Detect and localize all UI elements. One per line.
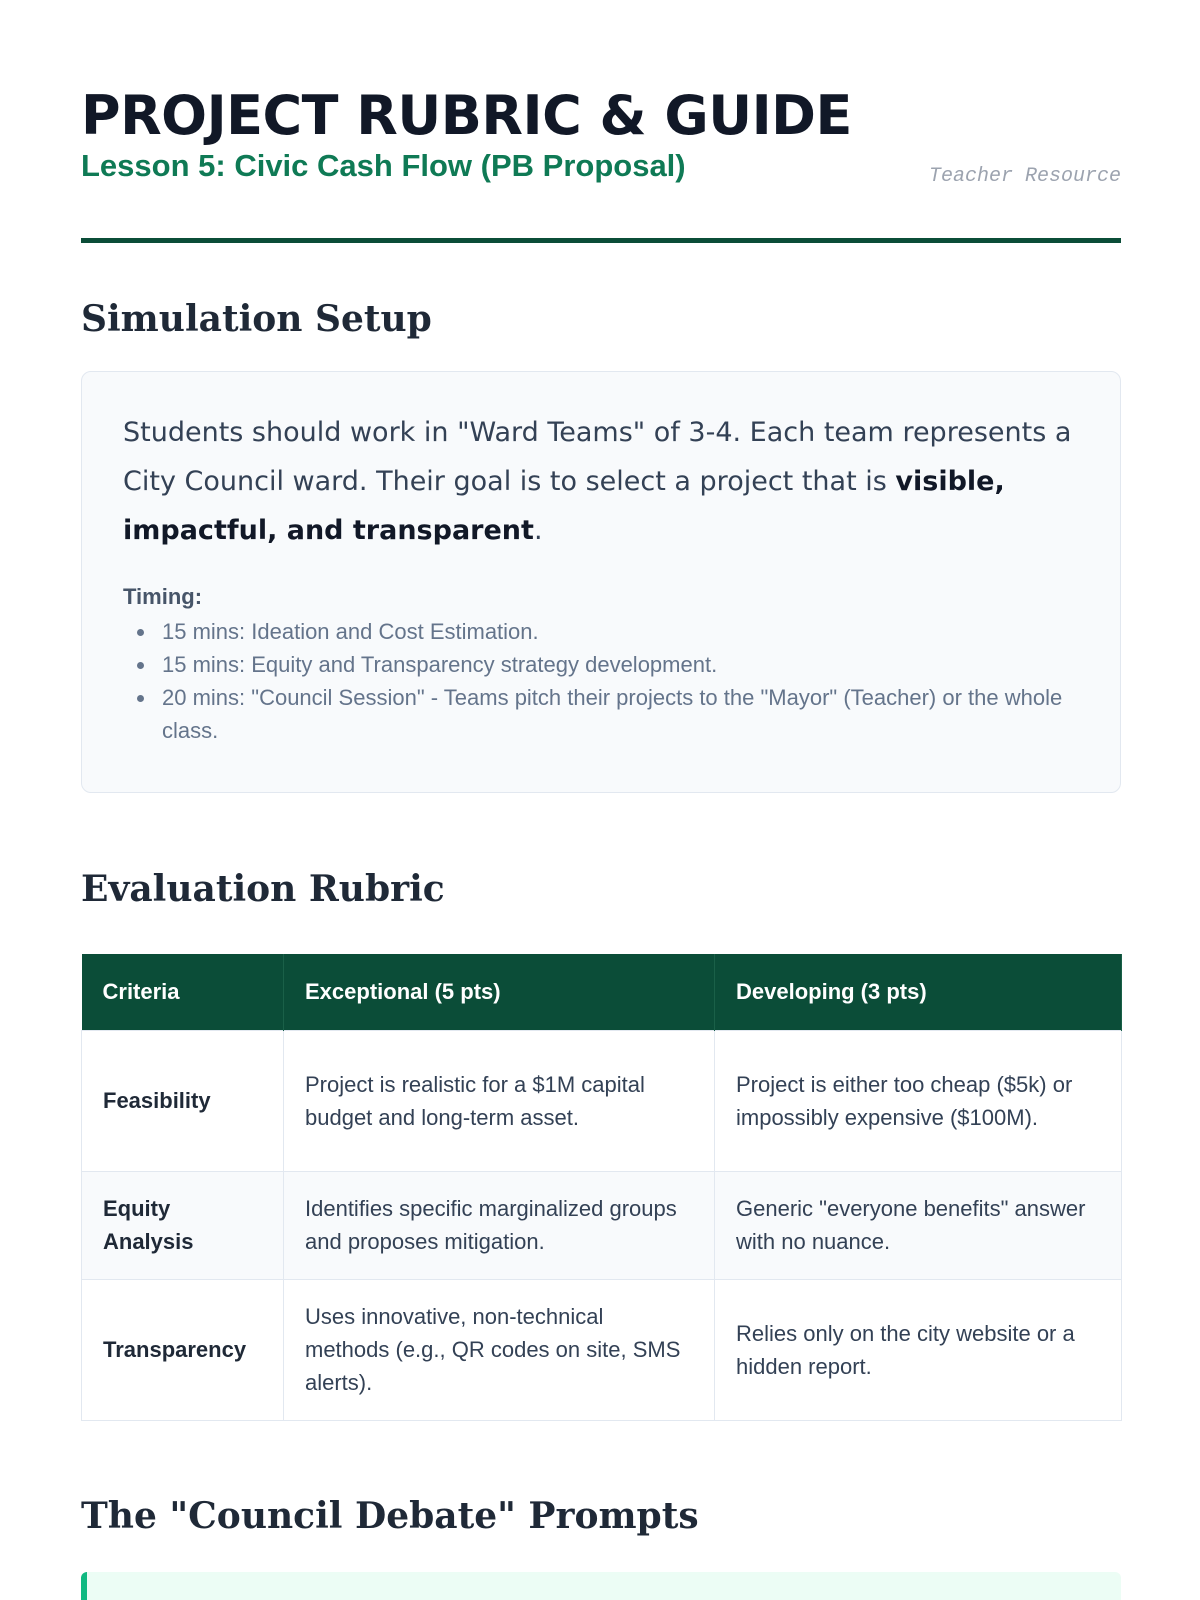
timing-item: 15 mins: Equity and Transparency strategy development. — [123, 648, 1080, 681]
column-header-exceptional: Exceptional (5 pts) — [284, 954, 715, 1030]
criteria-cell: Feasibility — [82, 1030, 284, 1171]
simulation-setup-box — [81, 371, 1121, 793]
page-title: PROJECT RUBRIC & GUIDE — [81, 84, 852, 147]
exceptional-cell: Identifies specific marginalized groups and proposes mitigation. — [284, 1171, 715, 1279]
lesson-subtitle: Lesson 5: Civic Cash Flow (PB Proposal) — [81, 148, 686, 183]
setup-intro-emphasis: visible, impactful, and transparent — [123, 466, 1005, 546]
document-header — [81, 0, 1121, 243]
debate-prompts-box — [81, 1572, 1121, 1600]
simulation-setup-heading: Simulation Setup — [81, 298, 432, 340]
teacher-resource-badge: Teacher Resource — [928, 165, 1121, 188]
setup-intro-end: . — [533, 515, 543, 546]
column-header-developing: Developing (3 pts) — [715, 954, 1122, 1030]
table-row — [82, 1171, 1122, 1279]
exceptional-cell: Project is realistic for a $1M capital budget and long-term asset. — [284, 1030, 715, 1171]
table-row — [82, 1279, 1122, 1420]
developing-cell: Project is either too cheap ($5k) or impossibly expensive ($100M). — [715, 1030, 1122, 1171]
table-row — [82, 1030, 1122, 1171]
evaluation-rubric-heading: Evaluation Rubric — [81, 868, 445, 910]
criteria-cell: Transparency — [82, 1279, 284, 1420]
developing-cell: Generic "everyone benefits" answer with no nuance. — [715, 1171, 1122, 1279]
timing-list — [123, 615, 1080, 747]
exceptional-cell: Uses innovative, non-technical methods (e.g., QR codes on site, SMS alerts). — [284, 1279, 715, 1420]
council-debate-heading: The "Council Debate" Prompts — [81, 1494, 699, 1537]
timing-label: Timing: — [123, 584, 203, 609]
criteria-cell: Equity Analysis — [82, 1171, 284, 1279]
timing-item: 15 mins: Ideation and Cost Estimation. — [123, 615, 1080, 648]
developing-cell: Relies only on the city website or a hidden report. — [715, 1279, 1122, 1420]
setup-intro-text: Students should work in "Ward Teams" of 3-4. Each team represents a City Council ward. Their goal is to select a project that is — [123, 417, 1072, 497]
rubric-header-row — [82, 954, 1122, 1030]
document-page — [81, 0, 1121, 1538]
setup-intro — [123, 408, 1080, 555]
column-header-criteria: Criteria — [82, 954, 284, 1030]
rubric-table — [81, 954, 1122, 1421]
timing-item: 20 mins: "Council Session" - Teams pitch their projects to the "Mayor" (Teacher) or the whole class. — [123, 681, 1080, 747]
